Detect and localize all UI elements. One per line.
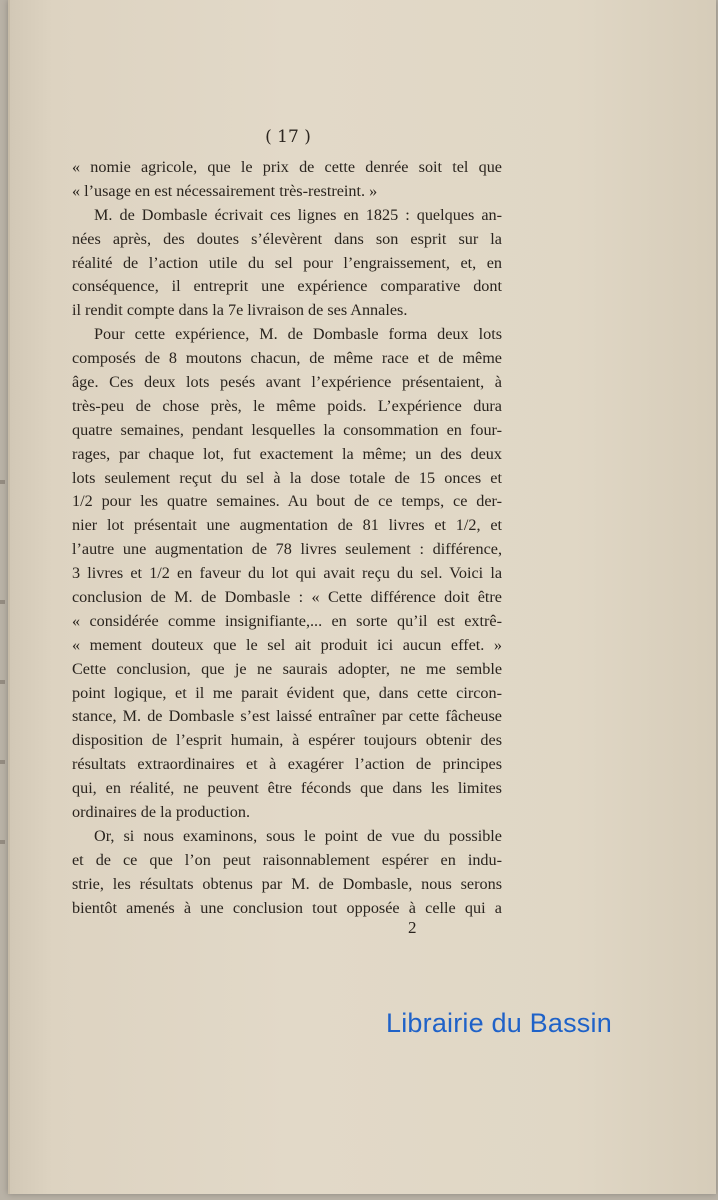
edge-stain: [0, 480, 5, 484]
body-text: [72, 156, 502, 921]
text-line: strie, les résultats obtenus par M. de Dombasle, nous serons: [72, 874, 502, 893]
signature-mark: 2: [408, 918, 417, 937]
edge-stain: [0, 840, 5, 844]
text-line: « nomie agricole, que le prix de cette denrée soit tel que: [72, 158, 502, 176]
text-line: nées après, des doutes s’élevèrent dans son esprit sur la: [72, 229, 502, 248]
text-line: point logique, et il me parait évident que, dans cette circon-: [72, 683, 502, 702]
text-line: ordinaires de la production.: [72, 803, 251, 822]
text-line: lots seulement reçut du sel à la dose totale de 15 onces et: [72, 468, 502, 487]
text-line: composés de 8 moutons chacun, de même race et de même: [72, 349, 502, 368]
book-page: [8, 0, 716, 1194]
text-line: « l’usage en est nécessairement très-restreint. »: [72, 181, 378, 200]
text-line: 3 livres et 1/2 en faveur du lot qui avait reçu du sel. Voici la: [72, 564, 502, 583]
text-line: quatre semaines, pendant lesquelles la consommation en four-: [72, 420, 502, 439]
text-line: Or, si nous examinons, sous le point de vue du possible: [94, 826, 502, 845]
text-line: réalité de l’action utile du sel pour l’engraissement, et, en: [72, 253, 502, 272]
text-line: qui, en réalité, ne peuvent être féconds que dans les limites: [72, 779, 502, 798]
text-line: M. de Dombasle écrivait ces lignes en 1825 : quelques an-: [94, 205, 502, 224]
text-line: nier lot présentait une augmentation de 81 livres et 1/2, et: [72, 516, 502, 535]
text-line: résultats extraordinaires et à exagérer l’action de principes: [72, 755, 502, 774]
text-line: très-peu de chose près, le même poids. L’expérience dura: [72, 396, 502, 415]
text-line: il rendit compte dans la 7e livraison de ses Annales.: [72, 301, 408, 320]
text-line: conclusion de M. de Dombasle : « Cette différence doit être: [72, 588, 502, 607]
text-line: âge. Ces deux lots pesés avant l’expérience présentaient, à: [72, 373, 502, 392]
text-line: bientôt amenés à une conclusion tout opposée à celle qui a: [72, 898, 502, 917]
text-line: et de ce que l’on peut raisonnablement espérer en indu-: [72, 850, 502, 869]
edge-stain: [0, 760, 5, 764]
text-line: conséquence, il entreprit une expérience comparative dont: [72, 277, 502, 296]
text-line: rages, par chaque lot, fut exactement la même; un des deux: [72, 444, 502, 463]
text-line: 1/2 pour les quatre semaines. Au bout de ce temps, ce der-: [72, 492, 502, 511]
text-line: « mement douteux que le sel ait produit ici aucun effet. »: [72, 635, 502, 654]
text-line: disposition de l’esprit humain, à espérer toujours obtenir des: [72, 731, 502, 750]
watermark: Librairie du Bassin: [386, 1008, 612, 1038]
text-line: stance, M. de Dombasle s’est laissé entraîner par cette fâcheuse: [72, 707, 502, 726]
text-line: « considérée comme insignifiante,... en sorte qu’il est extrê-: [72, 611, 502, 630]
text-line: l’autre une augmentation de 78 livres seulement : différence,: [72, 540, 502, 559]
edge-stain: [0, 600, 5, 604]
text-line: Pour cette expérience, M. de Dombasle forma deux lots: [94, 325, 502, 344]
edge-stain: [0, 680, 5, 684]
page-number: ( 17 ): [265, 127, 311, 147]
text-line: Cette conclusion, que je ne saurais adopter, ne me semble: [72, 659, 502, 678]
